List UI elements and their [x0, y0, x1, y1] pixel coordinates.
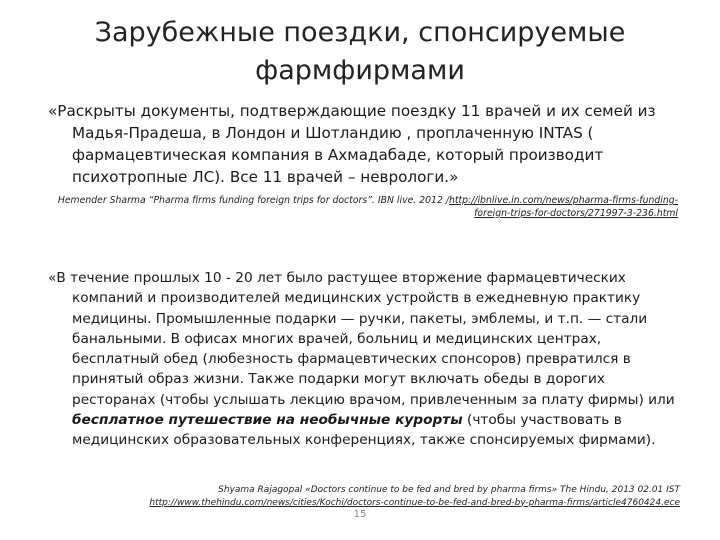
citation-ibnlive — [40, 195, 678, 220]
citation-ibnlive-text: Hemender Sharma “Pharma firms funding foreign trips for doctors”. IBN live. 2012 / — [57, 195, 449, 206]
quote-pharma-gifts-text-after: (чтобы участвовать в медицинских образовательных конференциях, также спонсируемых фирмами). — [72, 412, 656, 449]
citation-thehindu-text: Shyama Rajagopal «Doctors continue to be fed and bred by pharma firms» The Hindu, 2013 02.01 IST — [218, 485, 680, 495]
quote-pharma-gifts — [48, 268, 688, 451]
citation-thehindu — [40, 484, 680, 509]
quote-intas-trip: «Раскрыты документы, подтверждающие поездку 11 врачей и их семей из Мадья-Прадеша, в Лондон и Шотландию , проплаченную INTAS ( фармацевтическая компания в Ахмадабаде, который производит психотропные ЛС). Все 11 врачей – неврологи.» — [48, 102, 656, 186]
citation-thehindu-link[interactable]: http://www.thehindu.com/news/cities/Kochi/doctors-continue-to-be-fed-and-bred-by-pharma-firms/article4760424.ece — [149, 497, 680, 508]
slide-title: Зарубежные поездки, спонсируемые фармфирмами — [94, 17, 626, 86]
quote-pharma-gifts-emphasis: бесплатное путешествие на необычные курорты — [72, 412, 463, 429]
quote-pharma-gifts-text-before: «В течение прошлых 10 - 20 лет было растущее вторжение фармацевтических компаний и производителей медицинских устройств в ежедневную практику медицины. Промышленные подарки — ручки, пакеты, эмблемы, и т.п. — стали банальными. В офисах многих врачей, больниц и медицинских центрах, бесплатный обед (любезность фармацевтических спонсоров) превратился в принятый образ жизни. Также подарки могут включать обеды в дорогих ресторанах (чтобы услышать лекцию врачом, привлеченным за плату фирмы) или — [48, 270, 675, 408]
page-number: 15 — [353, 509, 367, 520]
citation-ibnlive-link[interactable]: http://ibnlive.in.com/news/pharma-firms-funding-foreign-trips-for-doctors/271997-3-236.html — [448, 195, 678, 219]
